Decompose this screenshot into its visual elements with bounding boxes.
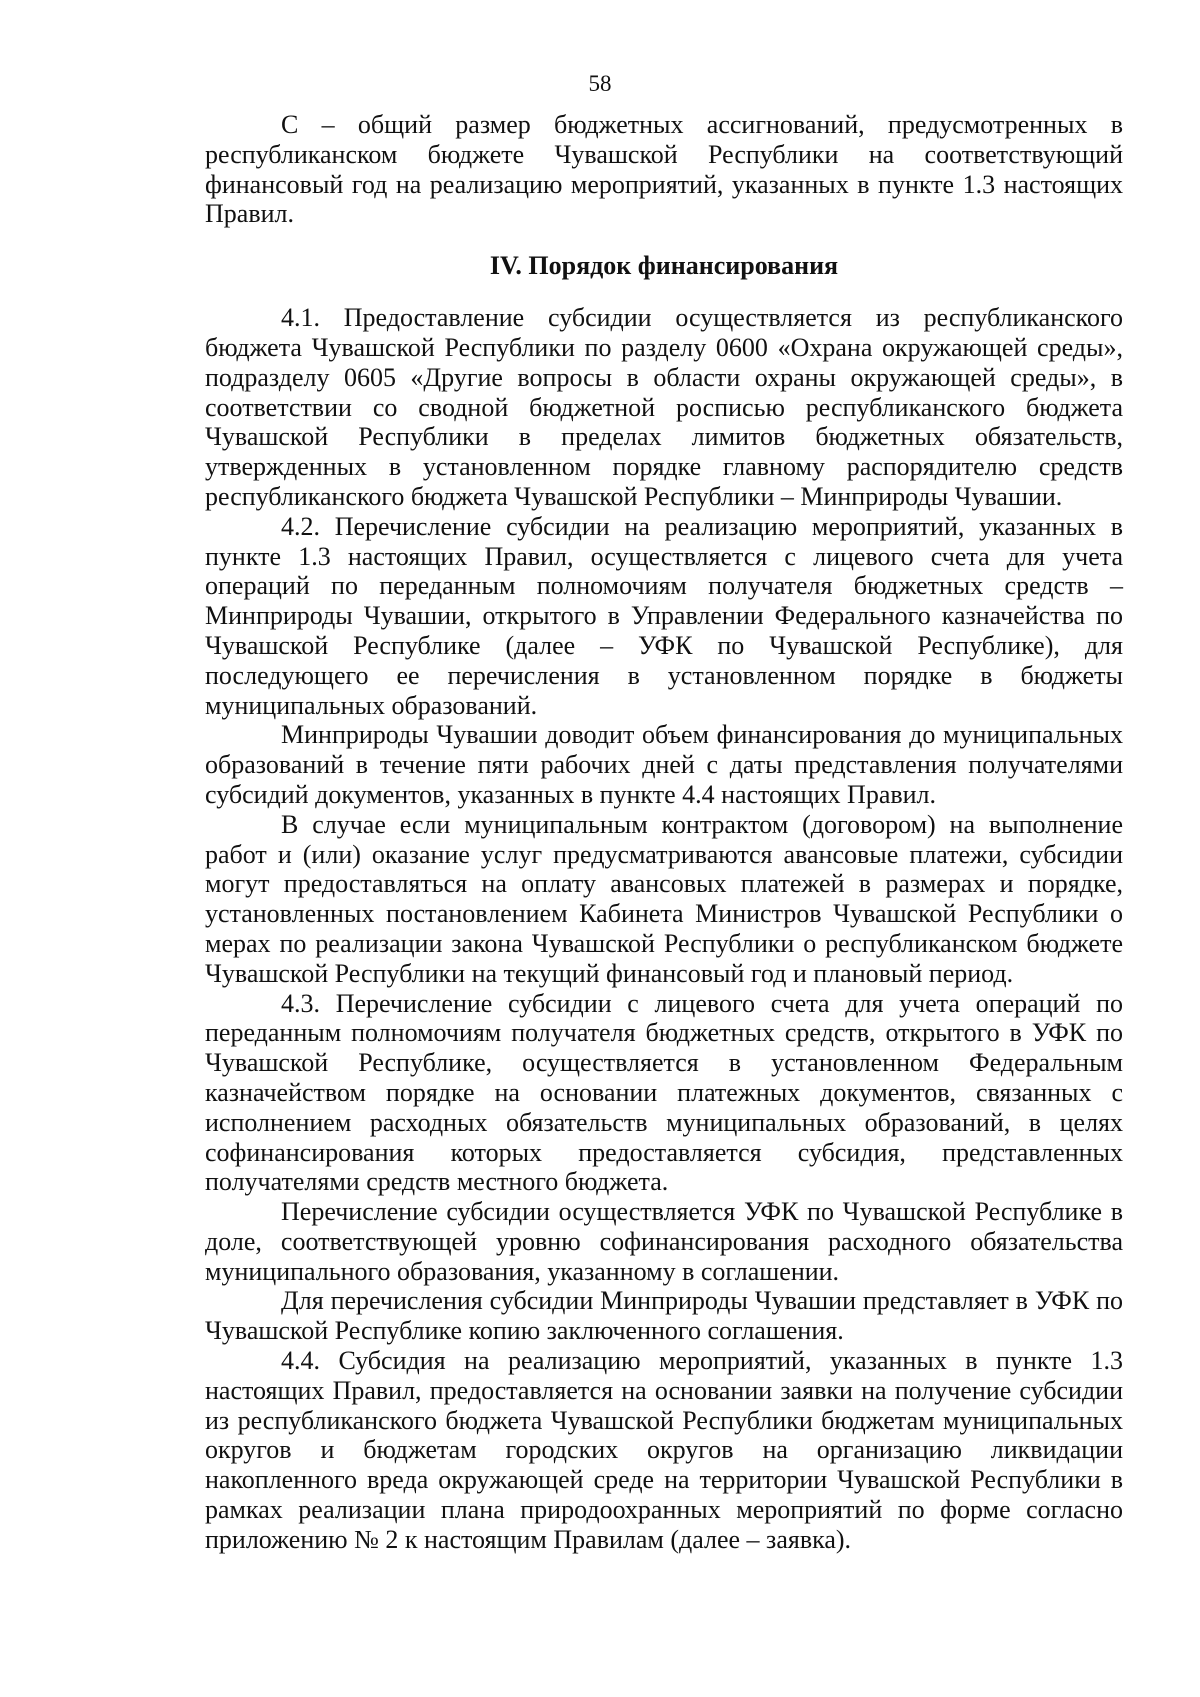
paragraph-4-3: 4.3. Перечисление субсидии с лицевого счета для учета операций по переданным полномочиям получателя бюджетных средств, открытого в УФК по Чувашской Республике, осуществляется в установленном Федеральным казначейством порядке на основании платежных документов, связанных с исполнением расходных обязательств муниципальных образований, в целях софинансирования которых предоставляется субсидия, представленных получателями средств местного бюджета. bbox=[205, 988, 1123, 1197]
paragraph-funding-notice: Минприроды Чувашии доводит объем финансирования до муниципальных образований в течение пяти рабочих дней с даты представления получателями субсидий документов, указанных в пункте 4.4 настоящих Правил. bbox=[205, 720, 1123, 809]
paragraph-intro: С – общий размер бюджетных ассигнований, предусмотренных в республиканском бюджете Чувашской Республики на соответствующий финансовый год на реализацию мероприятий, указанных в пункте 1.3 настоящих Правил. bbox=[205, 110, 1123, 229]
page-number: 58 bbox=[588, 71, 612, 96]
paragraph-4-4: 4.4. Субсидия на реализацию мероприятий, указанных в пункте 1.3 настоящих Правил, предоставляется на основании заявки на получение субсидии из республиканского бюджета Чувашской Республики бюджетам муниципальных округов и бюджетам городских округов на организацию ликвидации накопленного вреда окружающей среде на территории Чувашской Республики в рамках реализации плана природоохранных мероприятий по форме согласно приложению № 2 к настоящим Правилам (далее – заявка). bbox=[205, 1346, 1123, 1554]
paragraph-4-2: 4.2. Перечисление субсидии на реализацию мероприятий, указанных в пункте 1.3 настоящих Правил, осуществляется с лицевого счета для учета операций по переданным полномочиям получателя бюджетных средств – Минприроды Чувашии, открытого в Управлении Федерального казначейства по Чувашской Республике (далее – УФК по Чувашской Республике), для последующего ее перечисления в установленном порядке в бюджеты муниципальных образований. bbox=[205, 511, 1123, 720]
section-heading: IV. Порядок финансирования bbox=[489, 251, 839, 281]
paragraph-advance-payments: В случае если муниципальным контрактом (договором) на выполнение работ и (или) оказание услуг предусматриваются авансовые платежи, субсидии могут предоставляться на оплату авансовых платежей в размерах и порядке, установленных постановлением Кабинета Министров Чувашской Республики о мерах по реализации закона Чувашской Республики о республиканском бюджете Чувашской Республики на текущий финансовый год и плановый период. bbox=[205, 809, 1123, 988]
document-body bbox=[205, 110, 1123, 1555]
paragraph-agreement-copy: Для перечисления субсидии Минприроды Чувашии представляет в УФК по Чувашской Республике копию заключенного соглашения. bbox=[205, 1286, 1123, 1346]
paragraph-transfer-share: Перечисление субсидии осуществляется УФК по Чувашской Республике в доле, соответствующей уровню софинансирования расходного обязательства муниципального образования, указанному в соглашении. bbox=[205, 1197, 1123, 1286]
paragraph-4-1: 4.1. Предоставление субсидии осуществляется из республиканского бюджета Чувашской Республики по разделу 0600 «Охрана окружающей среды», подразделу 0605 «Другие вопросы в области охраны окружающей среды», в соответствии со сводной бюджетной росписью республиканского бюджета Чувашской Республики в пределах лимитов бюджетных обязательств, утвержденных в установленном порядке главному распорядителю средств республиканского бюджета Чувашской Республики – Минприроды Чувашии. bbox=[205, 303, 1123, 511]
